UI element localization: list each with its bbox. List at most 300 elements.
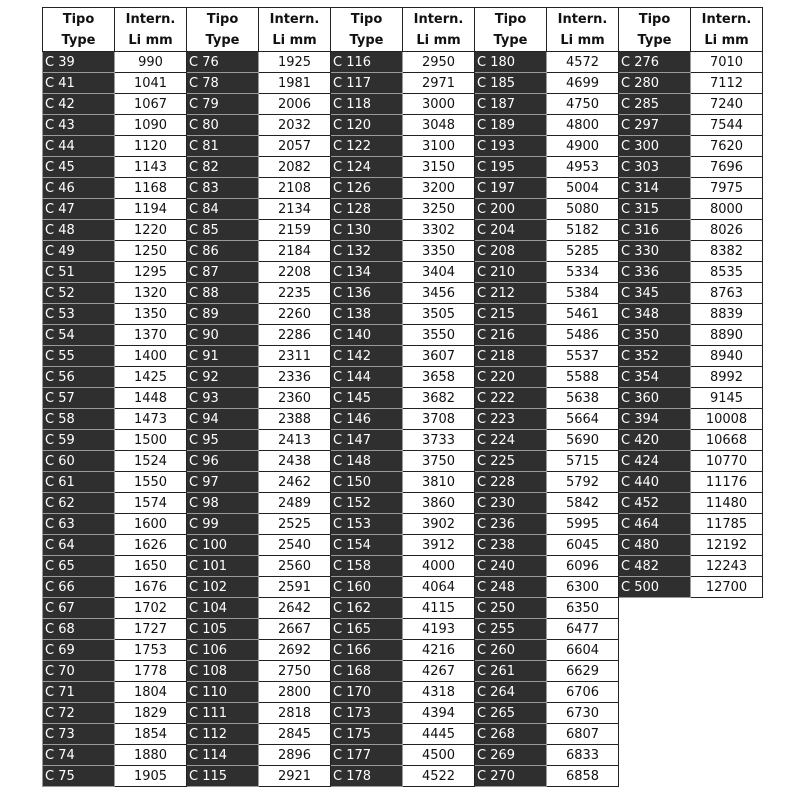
- li-mm-cell: 4267: [403, 661, 475, 682]
- li-mm-cell: 4800: [547, 115, 619, 136]
- type-cell: C 175: [331, 724, 403, 745]
- type-cell: C 85: [187, 220, 259, 241]
- li-mm-cell: 1320: [115, 283, 187, 304]
- type-cell: C 280: [619, 73, 691, 94]
- header-type-4: [475, 8, 547, 52]
- type-cell: C 84: [187, 199, 259, 220]
- li-mm-cell: 2971: [403, 73, 475, 94]
- type-cell: C 269: [475, 745, 547, 766]
- empty-cell: [619, 745, 691, 766]
- li-mm-cell: 8535: [691, 262, 763, 283]
- table-row: [43, 325, 763, 346]
- type-cell: C 147: [331, 430, 403, 451]
- type-cell: C 49: [43, 241, 115, 262]
- type-cell: C 255: [475, 619, 547, 640]
- empty-cell: [691, 661, 763, 682]
- type-cell: C 315: [619, 199, 691, 220]
- type-cell: C 348: [619, 304, 691, 325]
- li-mm-cell: 5995: [547, 514, 619, 535]
- li-mm-cell: 2032: [259, 115, 331, 136]
- li-mm-cell: 1854: [115, 724, 187, 745]
- table-row: [43, 52, 763, 73]
- type-cell: C 55: [43, 346, 115, 367]
- type-cell: C 54: [43, 325, 115, 346]
- li-mm-cell: 2311: [259, 346, 331, 367]
- li-mm-cell: 3000: [403, 94, 475, 115]
- type-cell: C 130: [331, 220, 403, 241]
- li-mm-cell: 1880: [115, 745, 187, 766]
- table-row: [43, 73, 763, 94]
- li-mm-cell: 8992: [691, 367, 763, 388]
- li-mm-cell: 5285: [547, 241, 619, 262]
- type-cell: C 122: [331, 136, 403, 157]
- li-mm-cell: 1905: [115, 766, 187, 787]
- type-cell: C 215: [475, 304, 547, 325]
- li-mm-cell: 3607: [403, 346, 475, 367]
- header-type-line1: Tipo: [494, 11, 527, 27]
- li-mm-cell: 2260: [259, 304, 331, 325]
- header-type-3: [331, 8, 403, 52]
- type-cell: C 173: [331, 703, 403, 724]
- type-cell: C 228: [475, 472, 547, 493]
- type-cell: C 102: [187, 577, 259, 598]
- li-mm-cell: 4500: [403, 745, 475, 766]
- li-mm-cell: 1448: [115, 388, 187, 409]
- li-mm-cell: 1778: [115, 661, 187, 682]
- empty-cell: [691, 703, 763, 724]
- type-cell: C 195: [475, 157, 547, 178]
- li-mm-cell: 8000: [691, 199, 763, 220]
- type-cell: C 265: [475, 703, 547, 724]
- li-mm-cell: 2818: [259, 703, 331, 724]
- type-cell: C 218: [475, 346, 547, 367]
- type-cell: C 354: [619, 367, 691, 388]
- li-mm-cell: 2921: [259, 766, 331, 787]
- li-mm-cell: 5664: [547, 409, 619, 430]
- table-row: [43, 220, 763, 241]
- type-cell: C 230: [475, 493, 547, 514]
- type-cell: C 134: [331, 262, 403, 283]
- empty-cell: [691, 724, 763, 745]
- type-cell: C 96: [187, 451, 259, 472]
- li-mm-cell: 2108: [259, 178, 331, 199]
- li-mm-cell: 6807: [547, 724, 619, 745]
- li-mm-cell: 2667: [259, 619, 331, 640]
- type-cell: C 73: [43, 724, 115, 745]
- li-mm-cell: 3658: [403, 367, 475, 388]
- header-li-line1: Intern.: [413, 11, 464, 27]
- type-cell: C 114: [187, 745, 259, 766]
- li-mm-cell: 2057: [259, 136, 331, 157]
- type-cell: C 144: [331, 367, 403, 388]
- type-cell: C 285: [619, 94, 691, 115]
- li-mm-cell: 1600: [115, 514, 187, 535]
- li-mm-cell: 2896: [259, 745, 331, 766]
- type-cell: C 236: [475, 514, 547, 535]
- type-cell: C 90: [187, 325, 259, 346]
- type-cell: C 106: [187, 640, 259, 661]
- type-cell: C 115: [187, 766, 259, 787]
- li-mm-cell: 1350: [115, 304, 187, 325]
- li-mm-cell: 2134: [259, 199, 331, 220]
- type-cell: C 42: [43, 94, 115, 115]
- li-mm-cell: 1295: [115, 262, 187, 283]
- table-row: [43, 157, 763, 178]
- table-row: [43, 535, 763, 556]
- li-mm-cell: 5638: [547, 388, 619, 409]
- li-mm-cell: 3150: [403, 157, 475, 178]
- type-cell: C 216: [475, 325, 547, 346]
- header-li-line1: Intern.: [557, 11, 608, 27]
- li-mm-cell: 3505: [403, 304, 475, 325]
- type-cell: C 140: [331, 325, 403, 346]
- li-mm-cell: 1168: [115, 178, 187, 199]
- li-mm-cell: 2560: [259, 556, 331, 577]
- type-cell: C 189: [475, 115, 547, 136]
- type-cell: C 464: [619, 514, 691, 535]
- type-cell: C 148: [331, 451, 403, 472]
- li-mm-cell: 9145: [691, 388, 763, 409]
- table-row: [43, 682, 763, 703]
- type-cell: C 116: [331, 52, 403, 73]
- header-li-line2: Li mm: [560, 32, 605, 48]
- table-row: [43, 514, 763, 535]
- type-cell: C 75: [43, 766, 115, 787]
- type-cell: C 336: [619, 262, 691, 283]
- empty-cell: [619, 724, 691, 745]
- li-mm-cell: 1676: [115, 577, 187, 598]
- li-mm-cell: 2489: [259, 493, 331, 514]
- type-cell: C 56: [43, 367, 115, 388]
- type-cell: C 61: [43, 472, 115, 493]
- li-mm-cell: 10770: [691, 451, 763, 472]
- li-mm-cell: 4115: [403, 598, 475, 619]
- li-mm-cell: 4318: [403, 682, 475, 703]
- type-cell: C 178: [331, 766, 403, 787]
- li-mm-cell: 3250: [403, 199, 475, 220]
- type-cell: C 81: [187, 136, 259, 157]
- type-cell: C 47: [43, 199, 115, 220]
- type-cell: C 124: [331, 157, 403, 178]
- table-row: [43, 556, 763, 577]
- table-row: [43, 115, 763, 136]
- li-mm-cell: 8026: [691, 220, 763, 241]
- table-row: [43, 262, 763, 283]
- li-mm-cell: 6604: [547, 640, 619, 661]
- type-cell: C 268: [475, 724, 547, 745]
- li-mm-cell: 5715: [547, 451, 619, 472]
- type-cell: C 300: [619, 136, 691, 157]
- li-mm-cell: 2159: [259, 220, 331, 241]
- header-li-5: [691, 8, 763, 52]
- li-mm-cell: 1370: [115, 325, 187, 346]
- li-mm-cell: 1473: [115, 409, 187, 430]
- type-cell: C 138: [331, 304, 403, 325]
- type-cell: C 58: [43, 409, 115, 430]
- li-mm-cell: 2642: [259, 598, 331, 619]
- type-cell: C 92: [187, 367, 259, 388]
- li-mm-cell: 3810: [403, 472, 475, 493]
- size-table-container: [42, 7, 763, 787]
- type-cell: C 98: [187, 493, 259, 514]
- li-mm-cell: 6477: [547, 619, 619, 640]
- header-li-4: [547, 8, 619, 52]
- li-mm-cell: 5182: [547, 220, 619, 241]
- li-mm-cell: 6858: [547, 766, 619, 787]
- li-mm-cell: 4900: [547, 136, 619, 157]
- type-cell: C 212: [475, 283, 547, 304]
- li-mm-cell: 3048: [403, 115, 475, 136]
- type-cell: C 424: [619, 451, 691, 472]
- size-table: [42, 7, 763, 787]
- li-mm-cell: 4216: [403, 640, 475, 661]
- li-mm-cell: 11480: [691, 493, 763, 514]
- type-cell: C 162: [331, 598, 403, 619]
- li-mm-cell: 12243: [691, 556, 763, 577]
- type-cell: C 360: [619, 388, 691, 409]
- type-cell: C 197: [475, 178, 547, 199]
- type-cell: C 177: [331, 745, 403, 766]
- li-mm-cell: 3100: [403, 136, 475, 157]
- table-row: [43, 241, 763, 262]
- li-mm-cell: 2591: [259, 577, 331, 598]
- header-li-line2: Li mm: [128, 32, 173, 48]
- li-mm-cell: 10668: [691, 430, 763, 451]
- type-cell: C 69: [43, 640, 115, 661]
- type-cell: C 204: [475, 220, 547, 241]
- type-cell: C 222: [475, 388, 547, 409]
- type-cell: C 94: [187, 409, 259, 430]
- li-mm-cell: 1500: [115, 430, 187, 451]
- type-cell: C 440: [619, 472, 691, 493]
- table-body: [43, 52, 763, 787]
- li-mm-cell: 1650: [115, 556, 187, 577]
- header-li-line1: Intern.: [125, 11, 176, 27]
- li-mm-cell: 3200: [403, 178, 475, 199]
- type-cell: C 314: [619, 178, 691, 199]
- header-type-line1: Tipo: [62, 11, 95, 27]
- li-mm-cell: 1194: [115, 199, 187, 220]
- li-mm-cell: 3404: [403, 262, 475, 283]
- li-mm-cell: 12192: [691, 535, 763, 556]
- li-mm-cell: 8382: [691, 241, 763, 262]
- li-mm-cell: 8763: [691, 283, 763, 304]
- header-li-line2: Li mm: [272, 32, 317, 48]
- type-cell: C 83: [187, 178, 259, 199]
- type-cell: C 132: [331, 241, 403, 262]
- li-mm-cell: 4699: [547, 73, 619, 94]
- li-mm-cell: 2692: [259, 640, 331, 661]
- table-row: [43, 724, 763, 745]
- type-cell: C 224: [475, 430, 547, 451]
- type-cell: C 118: [331, 94, 403, 115]
- table-row: [43, 409, 763, 430]
- type-cell: C 146: [331, 409, 403, 430]
- type-cell: C 303: [619, 157, 691, 178]
- header-type-line2: Type: [493, 32, 528, 48]
- table-row: [43, 598, 763, 619]
- type-cell: C 112: [187, 724, 259, 745]
- type-cell: C 101: [187, 556, 259, 577]
- li-mm-cell: 6350: [547, 598, 619, 619]
- header-type-line2: Type: [205, 32, 240, 48]
- type-cell: C 80: [187, 115, 259, 136]
- li-mm-cell: 2413: [259, 430, 331, 451]
- type-cell: C 93: [187, 388, 259, 409]
- type-cell: C 260: [475, 640, 547, 661]
- type-cell: C 316: [619, 220, 691, 241]
- type-cell: C 264: [475, 682, 547, 703]
- li-mm-cell: 7975: [691, 178, 763, 199]
- li-mm-cell: 1574: [115, 493, 187, 514]
- table-row: [43, 178, 763, 199]
- header-li-1: [115, 8, 187, 52]
- header-type-line2: Type: [61, 32, 96, 48]
- type-cell: C 45: [43, 157, 115, 178]
- type-cell: C 117: [331, 73, 403, 94]
- li-mm-cell: 1090: [115, 115, 187, 136]
- li-mm-cell: 1041: [115, 73, 187, 94]
- table-row: [43, 766, 763, 787]
- type-cell: C 108: [187, 661, 259, 682]
- type-cell: C 111: [187, 703, 259, 724]
- li-mm-cell: 3682: [403, 388, 475, 409]
- li-mm-cell: 5461: [547, 304, 619, 325]
- li-mm-cell: 2082: [259, 157, 331, 178]
- li-mm-cell: 11176: [691, 472, 763, 493]
- li-mm-cell: 2462: [259, 472, 331, 493]
- type-cell: C 345: [619, 283, 691, 304]
- li-mm-cell: 4445: [403, 724, 475, 745]
- type-cell: C 126: [331, 178, 403, 199]
- li-mm-cell: 1400: [115, 346, 187, 367]
- type-cell: C 120: [331, 115, 403, 136]
- li-mm-cell: 4953: [547, 157, 619, 178]
- li-mm-cell: 1067: [115, 94, 187, 115]
- type-cell: C 240: [475, 556, 547, 577]
- type-cell: C 65: [43, 556, 115, 577]
- li-mm-cell: 3750: [403, 451, 475, 472]
- li-mm-cell: 2525: [259, 514, 331, 535]
- li-mm-cell: 2750: [259, 661, 331, 682]
- header-li-line2: Li mm: [416, 32, 461, 48]
- type-cell: C 160: [331, 577, 403, 598]
- li-mm-cell: 3302: [403, 220, 475, 241]
- type-cell: C 57: [43, 388, 115, 409]
- type-cell: C 95: [187, 430, 259, 451]
- empty-cell: [691, 766, 763, 787]
- li-mm-cell: 990: [115, 52, 187, 73]
- li-mm-cell: 2208: [259, 262, 331, 283]
- li-mm-cell: 7544: [691, 115, 763, 136]
- empty-cell: [691, 640, 763, 661]
- table-row: [43, 136, 763, 157]
- type-cell: C 168: [331, 661, 403, 682]
- li-mm-cell: 7112: [691, 73, 763, 94]
- empty-cell: [691, 682, 763, 703]
- header-type-1: [43, 8, 115, 52]
- li-mm-cell: 2438: [259, 451, 331, 472]
- li-mm-cell: 7620: [691, 136, 763, 157]
- li-mm-cell: 3708: [403, 409, 475, 430]
- li-mm-cell: 1626: [115, 535, 187, 556]
- li-mm-cell: 5690: [547, 430, 619, 451]
- li-mm-cell: 12700: [691, 577, 763, 598]
- li-mm-cell: 6629: [547, 661, 619, 682]
- type-cell: C 70: [43, 661, 115, 682]
- header-type-5: [619, 8, 691, 52]
- li-mm-cell: 11785: [691, 514, 763, 535]
- header-li-3: [403, 8, 475, 52]
- type-cell: C 187: [475, 94, 547, 115]
- type-cell: C 482: [619, 556, 691, 577]
- li-mm-cell: 2800: [259, 682, 331, 703]
- table-row: [43, 640, 763, 661]
- type-cell: C 79: [187, 94, 259, 115]
- li-mm-cell: 6300: [547, 577, 619, 598]
- li-mm-cell: 4522: [403, 766, 475, 787]
- type-cell: C 238: [475, 535, 547, 556]
- li-mm-cell: 4572: [547, 52, 619, 73]
- li-mm-cell: 2184: [259, 241, 331, 262]
- li-mm-cell: 5384: [547, 283, 619, 304]
- table-row: [43, 199, 763, 220]
- li-mm-cell: 2336: [259, 367, 331, 388]
- header-li-line1: Intern.: [701, 11, 752, 27]
- type-cell: C 270: [475, 766, 547, 787]
- type-cell: C 480: [619, 535, 691, 556]
- empty-cell: [619, 640, 691, 661]
- type-cell: C 105: [187, 619, 259, 640]
- li-mm-cell: 6730: [547, 703, 619, 724]
- type-cell: C 89: [187, 304, 259, 325]
- li-mm-cell: 3550: [403, 325, 475, 346]
- li-mm-cell: 5004: [547, 178, 619, 199]
- type-cell: C 193: [475, 136, 547, 157]
- empty-cell: [619, 766, 691, 787]
- type-cell: C 145: [331, 388, 403, 409]
- type-cell: C 63: [43, 514, 115, 535]
- li-mm-cell: 1550: [115, 472, 187, 493]
- type-cell: C 59: [43, 430, 115, 451]
- type-cell: C 74: [43, 745, 115, 766]
- li-mm-cell: 10008: [691, 409, 763, 430]
- type-cell: C 39: [43, 52, 115, 73]
- type-cell: C 52: [43, 283, 115, 304]
- table-row: [43, 745, 763, 766]
- type-cell: C 352: [619, 346, 691, 367]
- li-mm-cell: 2360: [259, 388, 331, 409]
- type-cell: C 43: [43, 115, 115, 136]
- type-cell: C 48: [43, 220, 115, 241]
- li-mm-cell: 8839: [691, 304, 763, 325]
- li-mm-cell: 2286: [259, 325, 331, 346]
- li-mm-cell: 3912: [403, 535, 475, 556]
- li-mm-cell: 1753: [115, 640, 187, 661]
- type-cell: C 62: [43, 493, 115, 514]
- header-type-line1: Tipo: [638, 11, 671, 27]
- type-cell: C 136: [331, 283, 403, 304]
- type-cell: C 71: [43, 682, 115, 703]
- table-row: [43, 430, 763, 451]
- type-cell: C 41: [43, 73, 115, 94]
- empty-cell: [619, 661, 691, 682]
- type-cell: C 250: [475, 598, 547, 619]
- table-row: [43, 304, 763, 325]
- table-row: [43, 388, 763, 409]
- li-mm-cell: 1981: [259, 73, 331, 94]
- type-cell: C 78: [187, 73, 259, 94]
